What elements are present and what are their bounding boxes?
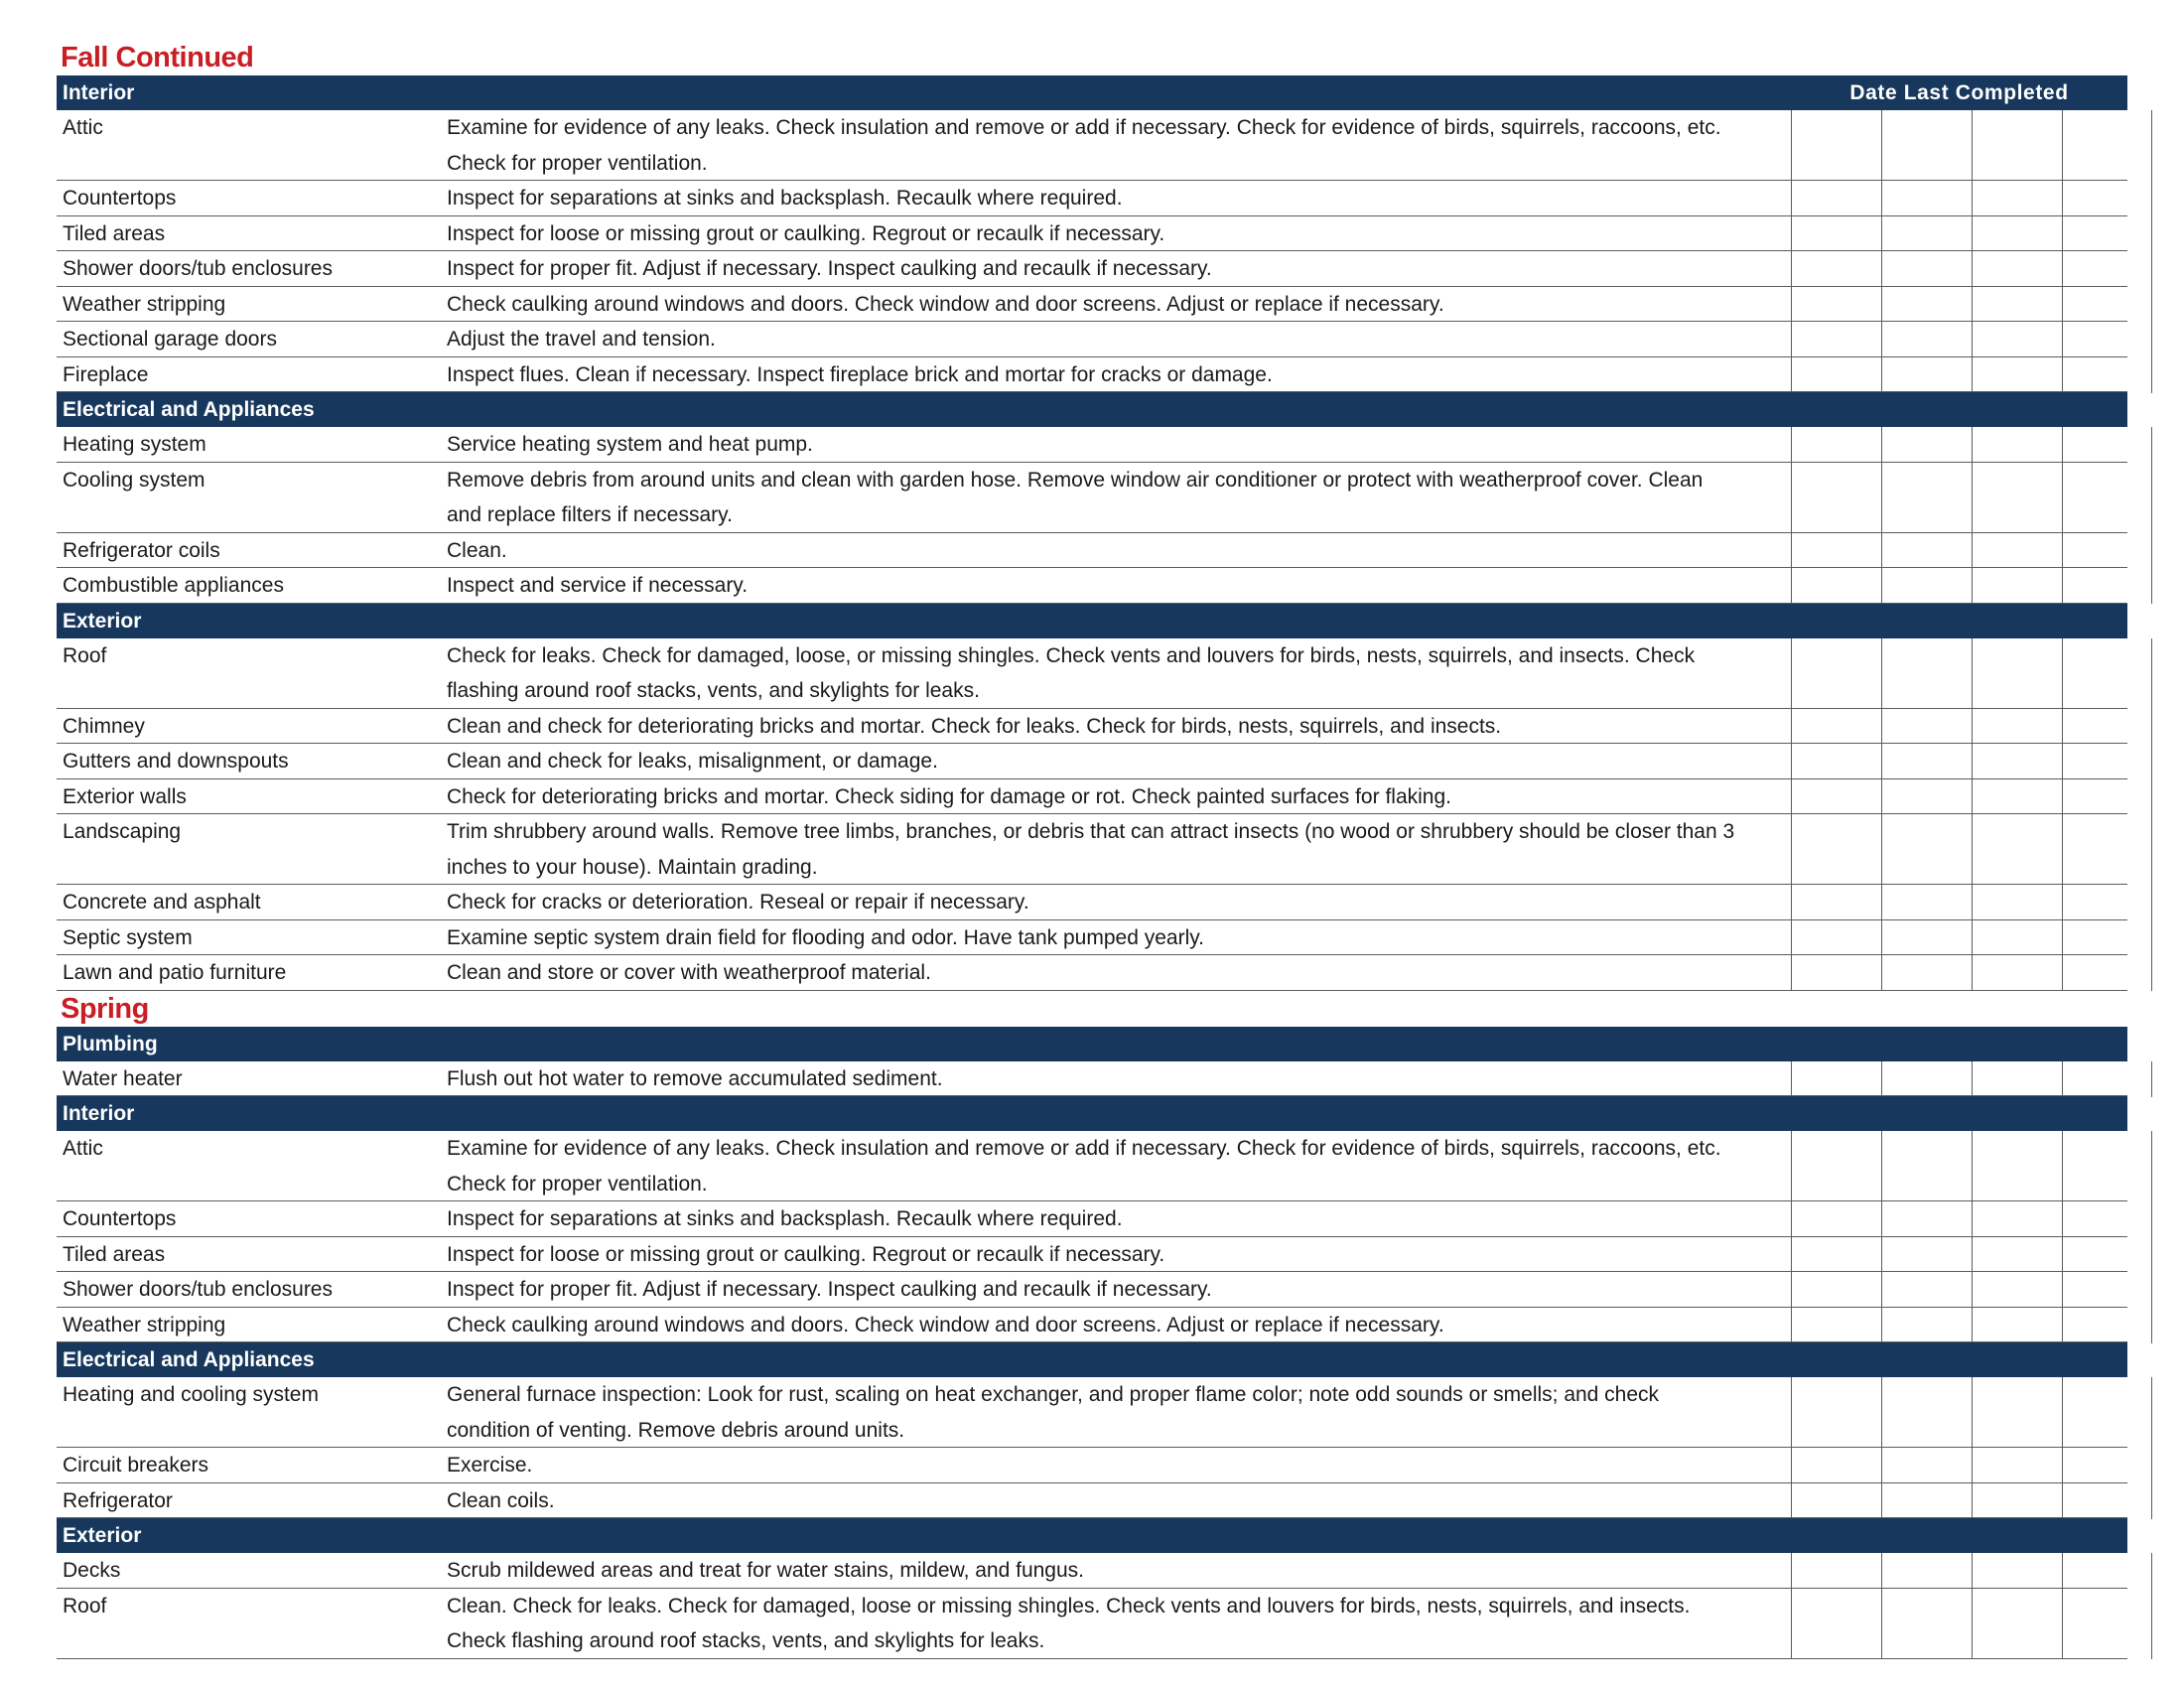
date-completed-box[interactable]	[1881, 251, 1972, 287]
date-completed-box[interactable]	[1791, 568, 1881, 604]
task-item: Roof	[63, 1594, 107, 1618]
date-completed-box[interactable]	[1972, 357, 2062, 393]
section-title: Plumbing	[63, 1032, 158, 1055]
checklist-row	[57, 322, 2127, 357]
task-description: Check caulking around windows and doors. Check window and door screens. Adjust or replace if necessary.	[447, 1313, 1444, 1336]
task-item: Roof	[63, 643, 107, 667]
section-title: Interior	[63, 1102, 135, 1125]
checklist-row	[57, 357, 2127, 393]
section-title: Interior	[63, 81, 135, 104]
checklist-row	[57, 1237, 2127, 1273]
task-description: Clean coils.	[447, 1488, 555, 1512]
date-completed-box[interactable]	[1881, 1483, 1972, 1519]
date-completed-box[interactable]	[1881, 216, 1972, 252]
task-item: Exterior walls	[63, 784, 187, 808]
date-completed-box[interactable]	[1881, 920, 1972, 956]
date-completed-box[interactable]	[1972, 1061, 2062, 1097]
date-completed-box[interactable]	[1881, 1201, 1972, 1237]
date-completed-box[interactable]	[1972, 920, 2062, 956]
task-item: Combustible appliances	[63, 574, 284, 597]
section-header	[57, 1342, 2127, 1377]
date-completed-box[interactable]	[2062, 744, 2152, 779]
date-completed-box[interactable]	[2062, 181, 2152, 216]
date-completed-box[interactable]	[1791, 1131, 1881, 1202]
task-description: Inspect for proper fit. Adjust if necessary. Inspect caulking and recaulk if necessary.	[447, 1278, 1212, 1301]
task-description: General furnace inspection: Look for rust, scaling on heat exchanger, and proper flame color; note odd sounds or smells; and check condition of venting. Remove debris around units.	[447, 1383, 1660, 1442]
task-description: Check for deteriorating bricks and mortar. Check siding for damage or rot. Check painted surfaces for flaking.	[447, 784, 1451, 808]
date-completed-box[interactable]	[1881, 181, 1972, 216]
task-item: Concrete and asphalt	[63, 891, 261, 914]
task-description: Check caulking around windows and doors. Check window and door screens. Adjust or replace if necessary.	[447, 292, 1444, 316]
checklist-row	[57, 533, 2127, 569]
date-last-completed-header: Date Last Completed	[1849, 81, 2069, 104]
date-completed-box[interactable]	[1972, 1308, 2062, 1343]
date-completed-box[interactable]	[1791, 955, 1881, 991]
date-completed-box[interactable]	[1791, 709, 1881, 745]
date-completed-box[interactable]	[1881, 1589, 1972, 1660]
checklist-row	[57, 814, 2127, 885]
date-completed-box[interactable]	[2062, 1483, 2152, 1519]
date-completed-box[interactable]	[1972, 181, 2062, 216]
date-completed-box[interactable]	[1881, 357, 1972, 393]
date-completed-box[interactable]	[1881, 110, 1972, 182]
date-completed-box[interactable]	[1972, 251, 2062, 287]
date-completed-box[interactable]	[2062, 1131, 2152, 1202]
checklist-row	[57, 779, 2127, 815]
date-completed-box[interactable]	[1881, 1377, 1972, 1449]
date-completed-box[interactable]	[1791, 779, 1881, 815]
date-completed-box[interactable]	[1972, 322, 2062, 357]
date-completed-box[interactable]	[1791, 322, 1881, 357]
date-completed-box[interactable]	[1791, 533, 1881, 569]
task-description: Examine for evidence of any leaks. Check insulation and remove or add if necessary. Check for evidence of birds, squirrels, raccoons, etc. Check for proper ventilation.	[447, 116, 1721, 175]
task-description: Clean and store or cover with weatherproof material.	[447, 961, 931, 984]
date-completed-box[interactable]	[1791, 463, 1881, 534]
task-description: Clean. Check for leaks. Check for damaged, loose or missing shingles. Check vents and louvers for birds, nests, squirrels, and insects. Check flashing around roof stacks, vents, and skylights for leaks.	[447, 1594, 1691, 1652]
date-completed-box[interactable]	[1791, 1061, 1881, 1097]
section-title: Exterior	[63, 1524, 142, 1547]
task-description: Inspect for loose or missing grout or caulking. Regrout or recaulk if necessary.	[447, 221, 1165, 245]
task-item: Tiled areas	[63, 1242, 166, 1266]
date-completed-box[interactable]	[1791, 357, 1881, 393]
date-completed-box[interactable]	[2062, 1308, 2152, 1343]
checklist-row	[57, 1553, 2127, 1589]
date-completed-box[interactable]	[2062, 885, 2152, 920]
date-completed-box[interactable]	[1972, 463, 2062, 534]
date-completed-box[interactable]	[1881, 1553, 1972, 1589]
section-header	[57, 392, 2127, 427]
section-header	[57, 604, 2127, 638]
task-item: Heating system	[63, 433, 206, 456]
date-completed-box[interactable]	[1881, 1061, 1972, 1097]
date-completed-box[interactable]	[1791, 1237, 1881, 1273]
task-description: Adjust the travel and tension.	[447, 328, 716, 351]
date-completed-box[interactable]	[1791, 1589, 1881, 1660]
date-completed-box[interactable]	[2062, 1589, 2152, 1660]
date-completed-box[interactable]	[1972, 1589, 2062, 1660]
date-completed-box[interactable]	[2062, 814, 2152, 886]
date-completed-box[interactable]	[2062, 1448, 2152, 1483]
date-completed-box[interactable]	[2062, 533, 2152, 569]
date-completed-box[interactable]	[1881, 814, 1972, 886]
date-completed-box[interactable]	[1972, 955, 2062, 991]
date-completed-box[interactable]	[1972, 1483, 2062, 1519]
date-completed-box[interactable]	[1972, 638, 2062, 710]
date-completed-box[interactable]	[1972, 287, 2062, 323]
date-completed-box[interactable]	[1972, 1237, 2062, 1273]
task-item: Cooling system	[63, 468, 205, 492]
date-completed-box[interactable]	[1791, 251, 1881, 287]
task-item: Circuit breakers	[63, 1454, 209, 1477]
date-completed-box[interactable]	[1881, 955, 1972, 991]
section-header	[57, 75, 2127, 110]
task-item: Septic system	[63, 925, 193, 949]
checklist-row	[57, 1483, 2127, 1519]
date-completed-box[interactable]	[1791, 1448, 1881, 1483]
date-completed-box[interactable]	[1791, 920, 1881, 956]
checklist-row	[57, 885, 2127, 920]
task-item: Chimney	[63, 714, 145, 738]
task-description: Clean and check for leaks, misalignment, or damage.	[447, 750, 938, 773]
date-completed-box[interactable]	[2062, 709, 2152, 745]
date-completed-box[interactable]	[1881, 638, 1972, 710]
season-title: Fall Continued	[61, 42, 254, 73]
checklist-row	[57, 1589, 2127, 1659]
date-completed-box[interactable]	[1881, 709, 1972, 745]
date-completed-box[interactable]	[1791, 181, 1881, 216]
date-completed-box[interactable]	[2062, 287, 2152, 323]
task-item: Refrigerator coils	[63, 538, 220, 562]
date-completed-box[interactable]	[1881, 1308, 1972, 1343]
date-completed-box[interactable]	[1881, 1131, 1972, 1202]
date-completed-box[interactable]	[1791, 1308, 1881, 1343]
task-description: Inspect and service if necessary.	[447, 574, 749, 597]
task-description: Exercise.	[447, 1454, 533, 1477]
date-completed-box[interactable]	[1972, 744, 2062, 779]
section-title: Exterior	[63, 609, 142, 633]
checklist-row	[57, 638, 2127, 709]
checklist-row	[57, 251, 2127, 287]
date-completed-box[interactable]	[1791, 110, 1881, 182]
task-item: Countertops	[63, 187, 177, 210]
section-title: Electrical and Appliances	[63, 1348, 315, 1371]
task-item: Fireplace	[63, 362, 149, 386]
date-completed-box[interactable]	[1972, 814, 2062, 886]
date-completed-box[interactable]	[1791, 1201, 1881, 1237]
checklist-row	[57, 287, 2127, 323]
task-description: Trim shrubbery around walls. Remove tree limbs, branches, or debris that can attract insects (no wood or shrubbery should be closer than 3 inches to your house). Maintain grading.	[447, 820, 1735, 879]
task-item: Weather stripping	[63, 292, 226, 316]
section-header	[57, 1096, 2127, 1131]
date-completed-box[interactable]	[2062, 1553, 2152, 1589]
date-completed-box[interactable]	[2062, 216, 2152, 252]
task-item: Water heater	[63, 1066, 183, 1090]
date-completed-box[interactable]	[1791, 814, 1881, 886]
checklist-row	[57, 1377, 2127, 1448]
task-item: Countertops	[63, 1207, 177, 1230]
date-completed-box[interactable]	[1972, 1272, 2062, 1308]
date-completed-box[interactable]	[2062, 110, 2152, 182]
checklist-row	[57, 1061, 2127, 1097]
section-title: Electrical and Appliances	[63, 398, 315, 421]
season-title: Spring	[61, 992, 149, 1025]
date-completed-box[interactable]	[2062, 955, 2152, 991]
checklist-row	[57, 463, 2127, 533]
checklist-row	[57, 709, 2127, 745]
task-description: Service heating system and heat pump.	[447, 433, 813, 456]
date-completed-box[interactable]	[1881, 1237, 1972, 1273]
date-completed-box[interactable]	[1791, 638, 1881, 710]
date-completed-box[interactable]	[1972, 427, 2062, 463]
task-description: Remove debris from around units and clean with garden hose. Remove window air conditioner or protect with weatherproof cover. Clean and replace filters if necessary.	[447, 468, 1704, 526]
task-item: Gutters and downspouts	[63, 750, 289, 773]
checklist-row	[57, 216, 2127, 252]
maintenance-checklist	[57, 40, 2127, 1659]
task-item: Tiled areas	[63, 221, 166, 245]
date-completed-box[interactable]	[1791, 1553, 1881, 1589]
task-description: Clean.	[447, 538, 507, 562]
task-description: Check for leaks. Check for damaged, loose, or missing shingles. Check vents and louvers for birds, nests, squirrels, and insects. Check flashing around roof stacks, vents, and skylights for leaks.	[447, 643, 1696, 702]
date-completed-box[interactable]	[1791, 1377, 1881, 1449]
date-completed-box[interactable]	[2062, 920, 2152, 956]
date-completed-box[interactable]	[1881, 1448, 1972, 1483]
date-completed-box[interactable]	[2062, 1061, 2152, 1097]
date-completed-box[interactable]	[1881, 463, 1972, 534]
date-completed-box[interactable]	[1972, 216, 2062, 252]
date-completed-box[interactable]	[2062, 463, 2152, 534]
task-item: Attic	[63, 116, 103, 139]
date-completed-box[interactable]	[2062, 1272, 2152, 1308]
date-completed-box[interactable]	[1881, 287, 1972, 323]
date-completed-box[interactable]	[1972, 779, 2062, 815]
task-item: Shower doors/tub enclosures	[63, 1278, 333, 1301]
date-completed-box[interactable]	[1791, 287, 1881, 323]
task-item: Heating and cooling system	[63, 1383, 319, 1406]
date-completed-box[interactable]	[2062, 1377, 2152, 1449]
task-description: Inspect for proper fit. Adjust if necessary. Inspect caulking and recaulk if necessary.	[447, 257, 1212, 280]
task-item: Decks	[63, 1559, 121, 1582]
section-header	[57, 1518, 2127, 1553]
checklist-row	[57, 920, 2127, 956]
checklist-row	[57, 181, 2127, 216]
date-completed-box[interactable]	[2062, 1237, 2152, 1273]
checklist-row	[57, 744, 2127, 779]
checklist-row	[57, 1131, 2127, 1201]
date-completed-box[interactable]	[1881, 322, 1972, 357]
task-description: Inspect for loose or missing grout or caulking. Regrout or recaulk if necessary.	[447, 1242, 1165, 1266]
task-description: Examine for evidence of any leaks. Check insulation and remove or add if necessary. Check for evidence of birds, squirrels, raccoons, etc. Check for proper ventilation.	[447, 1137, 1721, 1196]
checklist-row	[57, 568, 2127, 604]
date-completed-box[interactable]	[2062, 779, 2152, 815]
date-completed-box[interactable]	[2062, 251, 2152, 287]
date-completed-box[interactable]	[1972, 1131, 2062, 1202]
date-completed-box[interactable]	[1881, 779, 1972, 815]
checklist-row	[57, 1448, 2127, 1483]
date-completed-box[interactable]	[1972, 1553, 2062, 1589]
checklist-row	[57, 427, 2127, 463]
date-completed-box[interactable]	[2062, 357, 2152, 393]
date-completed-box[interactable]	[1972, 709, 2062, 745]
date-completed-box[interactable]	[1791, 216, 1881, 252]
checklist-row	[57, 955, 2127, 991]
task-item: Weather stripping	[63, 1313, 226, 1336]
checklist-row	[57, 1272, 2127, 1308]
task-description: Inspect for separations at sinks and backsplash. Recaulk where required.	[447, 1207, 1123, 1230]
date-completed-box[interactable]	[1972, 1448, 2062, 1483]
date-completed-box[interactable]	[1881, 1272, 1972, 1308]
date-completed-box[interactable]	[1881, 533, 1972, 569]
date-completed-box[interactable]	[2062, 568, 2152, 604]
date-completed-box[interactable]	[1972, 533, 2062, 569]
task-description: Clean and check for deteriorating bricks and mortar. Check for leaks. Check for birds, nests, squirrels, and insects.	[447, 714, 1502, 738]
task-item: Landscaping	[63, 820, 182, 843]
date-completed-box[interactable]	[1881, 568, 1972, 604]
task-description: Inspect for separations at sinks and backsplash. Recaulk where required.	[447, 187, 1123, 210]
task-description: Examine septic system drain field for flooding and odor. Have tank pumped yearly.	[447, 925, 1205, 949]
date-completed-box[interactable]	[1791, 1483, 1881, 1519]
date-completed-box[interactable]	[1972, 1377, 2062, 1449]
date-completed-box[interactable]	[1791, 1272, 1881, 1308]
date-completed-box[interactable]	[1791, 744, 1881, 779]
checklist-row	[57, 1201, 2127, 1237]
date-completed-box[interactable]	[1791, 427, 1881, 463]
task-item: Shower doors/tub enclosures	[63, 257, 333, 280]
checklist-row	[57, 110, 2127, 181]
task-item: Lawn and patio furniture	[63, 961, 287, 984]
date-completed-box[interactable]	[2062, 638, 2152, 710]
date-completed-box[interactable]	[1881, 885, 1972, 920]
date-completed-box[interactable]	[2062, 322, 2152, 357]
date-completed-box[interactable]	[2062, 427, 2152, 463]
date-completed-box[interactable]	[1972, 1201, 2062, 1237]
task-description: Flush out hot water to remove accumulated sediment.	[447, 1066, 943, 1090]
section-header	[57, 1027, 2127, 1061]
date-completed-box[interactable]	[1881, 744, 1972, 779]
checklist-row	[57, 1308, 2127, 1343]
date-completed-box[interactable]	[1791, 885, 1881, 920]
task-description: Inspect flues. Clean if necessary. Inspect fireplace brick and mortar for cracks or damage.	[447, 362, 1273, 386]
date-completed-box[interactable]	[1972, 568, 2062, 604]
task-description: Scrub mildewed areas and treat for water stains, mildew, and fungus.	[447, 1559, 1084, 1582]
date-completed-box[interactable]	[1881, 427, 1972, 463]
task-description: Check for cracks or deterioration. Reseal or repair if necessary.	[447, 891, 1029, 914]
date-completed-box[interactable]	[1972, 110, 2062, 182]
task-item: Sectional garage doors	[63, 328, 277, 351]
task-item: Attic	[63, 1137, 103, 1160]
task-item: Refrigerator	[63, 1488, 173, 1512]
date-completed-box[interactable]	[2062, 1201, 2152, 1237]
date-completed-box[interactable]	[1972, 885, 2062, 920]
